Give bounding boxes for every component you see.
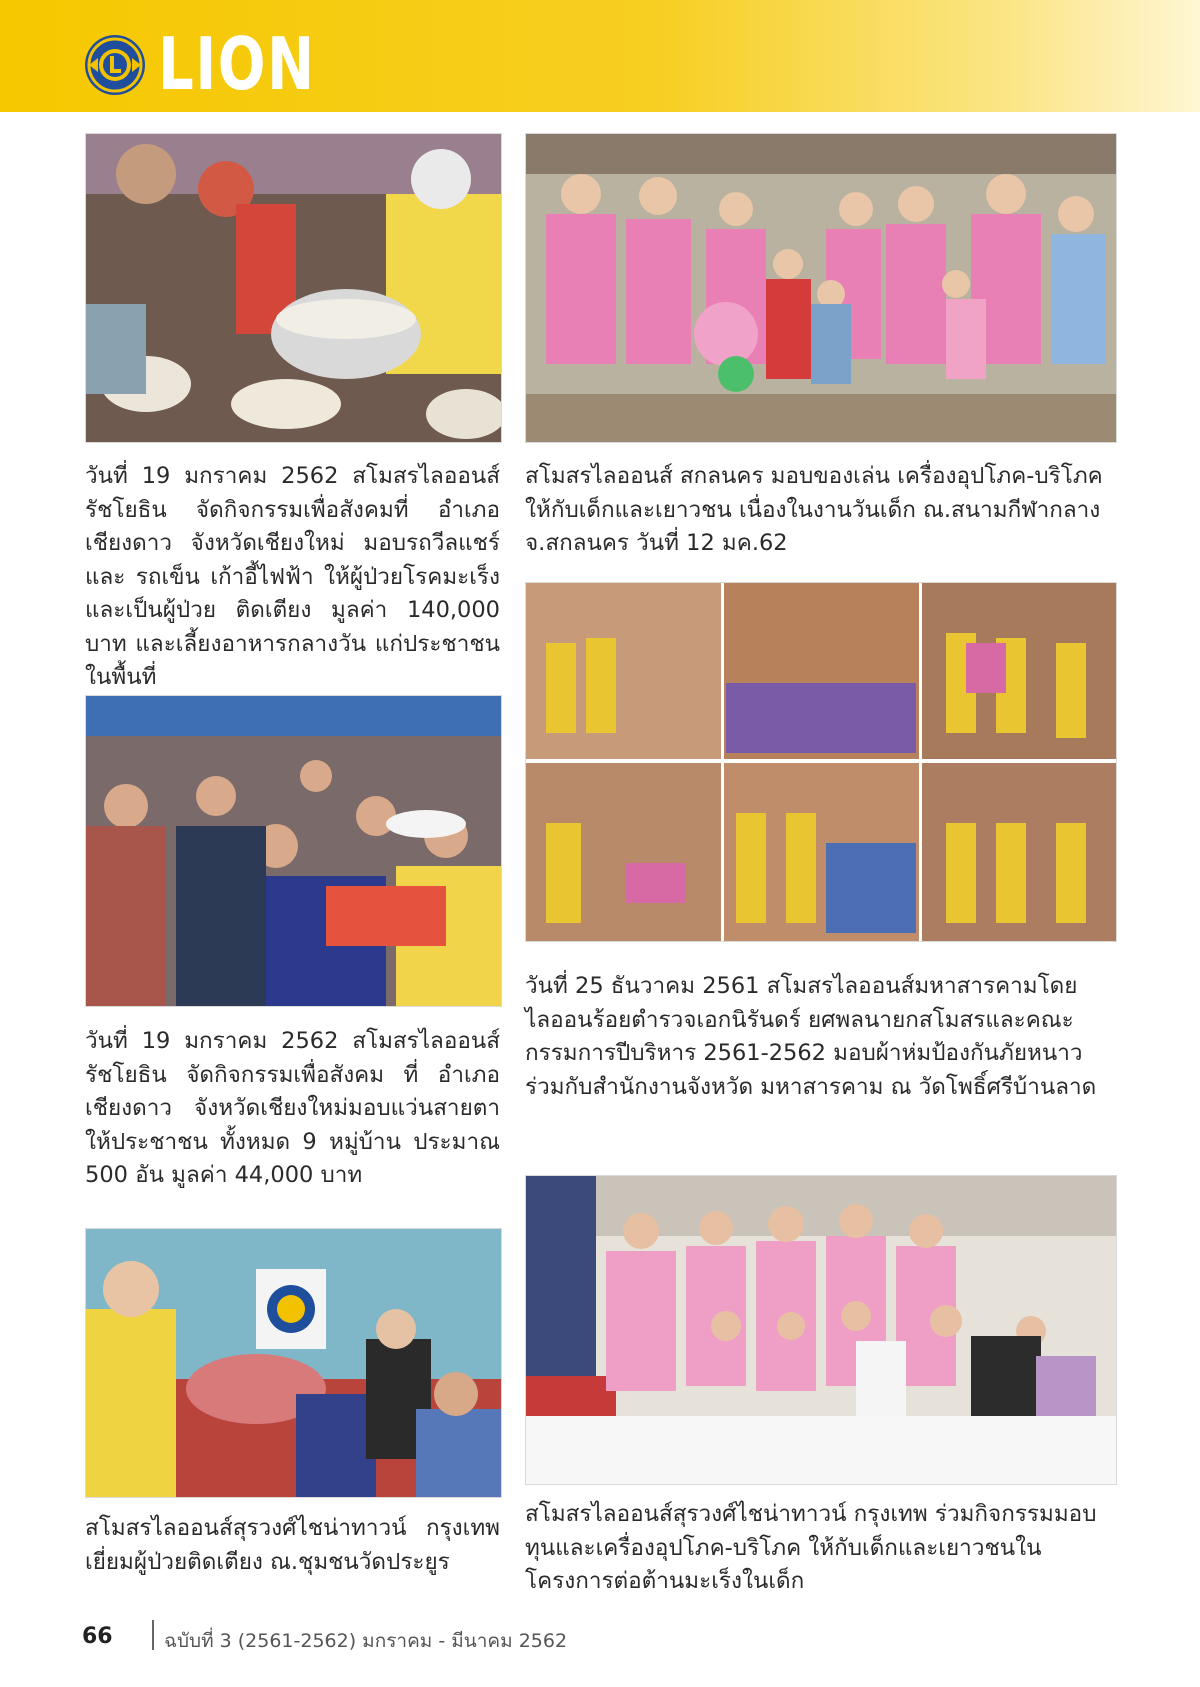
photo-group-pink-jackets: [525, 133, 1117, 443]
brand-title: LION: [158, 22, 316, 106]
caption-sakon-nakhon: สโมสรไลออนส์ สกลนคร มอบของเล่น เครื่องอุปโภค-บริโภคให้กับเด็กและเยาวชน เนื่องในงานวันเด็ก ณ.สนามกีฬากลาง จ.สกลนคร วันที่ 12 มค.62: [525, 463, 1103, 556]
page-number: 66: [82, 1624, 113, 1649]
photo-food-serving: [85, 133, 502, 443]
lions-logo-icon: [84, 34, 146, 96]
photo-collage-temple: [525, 582, 1117, 942]
photo-group-hospital: [525, 1175, 1117, 1485]
caption-surawong-cancer-children: สโมสรไลออนส์สุรวงศ์ไชน่าทาวน์ กรุงเทพ ร่วมกิจกรรมมอบทุนและเครื่องอุปโภค-บริโภค ให้กับเด็กและเยาวชนในโครงการต่อต้านมะเร็งในเด็ก: [525, 1501, 1097, 1594]
footer-divider: [152, 1620, 154, 1650]
issue-info: ฉบับที่ 3 (2561-2562) มกราคม - มีนาคม 2562: [164, 1630, 568, 1652]
header-band: [0, 0, 1200, 112]
caption-chiang-dao-glasses: วันที่ 19 มกราคม 2562 สโมสรไลออนส์รัชโยธิน จัดกิจกรรมเพื่อสังคม ที่ อำเภอเชียงดาว จังหวัดเชียงใหม่มอบแว่นสายตา ให้ประชาชน ทั้งหมด 9 หมู่บ้าน ประมาณ 500 อัน มูลค่า 44,000 บาท: [85, 1028, 500, 1188]
caption-maha-sarakham-blankets: วันที่ 25 ธันวาคม 2561 สโมสรไลออนส์มหาสารคามโดยไลออนร้อยตำรวจเอกนิรันดร์ ยศพลนายกสโมสรและคณะกรรมการปีบริหาร 2561-2562 มอบผ้าห่มป้องกันภัยหนาวร่วมกับสำนักงานจังหวัด มหาสารคาม ณ วัดโพธิ์ศรีบ้านลาด: [525, 973, 1097, 1100]
caption-surawong-bedridden-visit: สโมสรไลออนส์สุรวงศ์ไชน่าทาวน์ กรุงเทพ เยี่ยมผู้ป่วยติดเตียง ณ.ชุมชนวัดประยูร: [85, 1515, 500, 1575]
photo-home-visit: [85, 1228, 502, 1498]
photo-crowd-distribution: [85, 695, 502, 1007]
caption-chiang-dao-wheelchairs: วันที่ 19 มกราคม 2562 สโมสรไลออนส์รัชโยธิน จัดกิจกรรมเพื่อสังคมที่ อำเภอเชียงดาว จังหวัดเชียงใหม่ มอบรถวีลแชร์ และ รถเข็น เก้าอี้ไฟฟ้า ให้ผู้ป่วยโรคมะเร็ง และเป็นผู้ป่วย ติดเตียง มูลค่า 140,000 บาท และเลี้ยงอาหารกลางวัน แก่ประชาชน ในพื้นที่: [85, 463, 500, 690]
